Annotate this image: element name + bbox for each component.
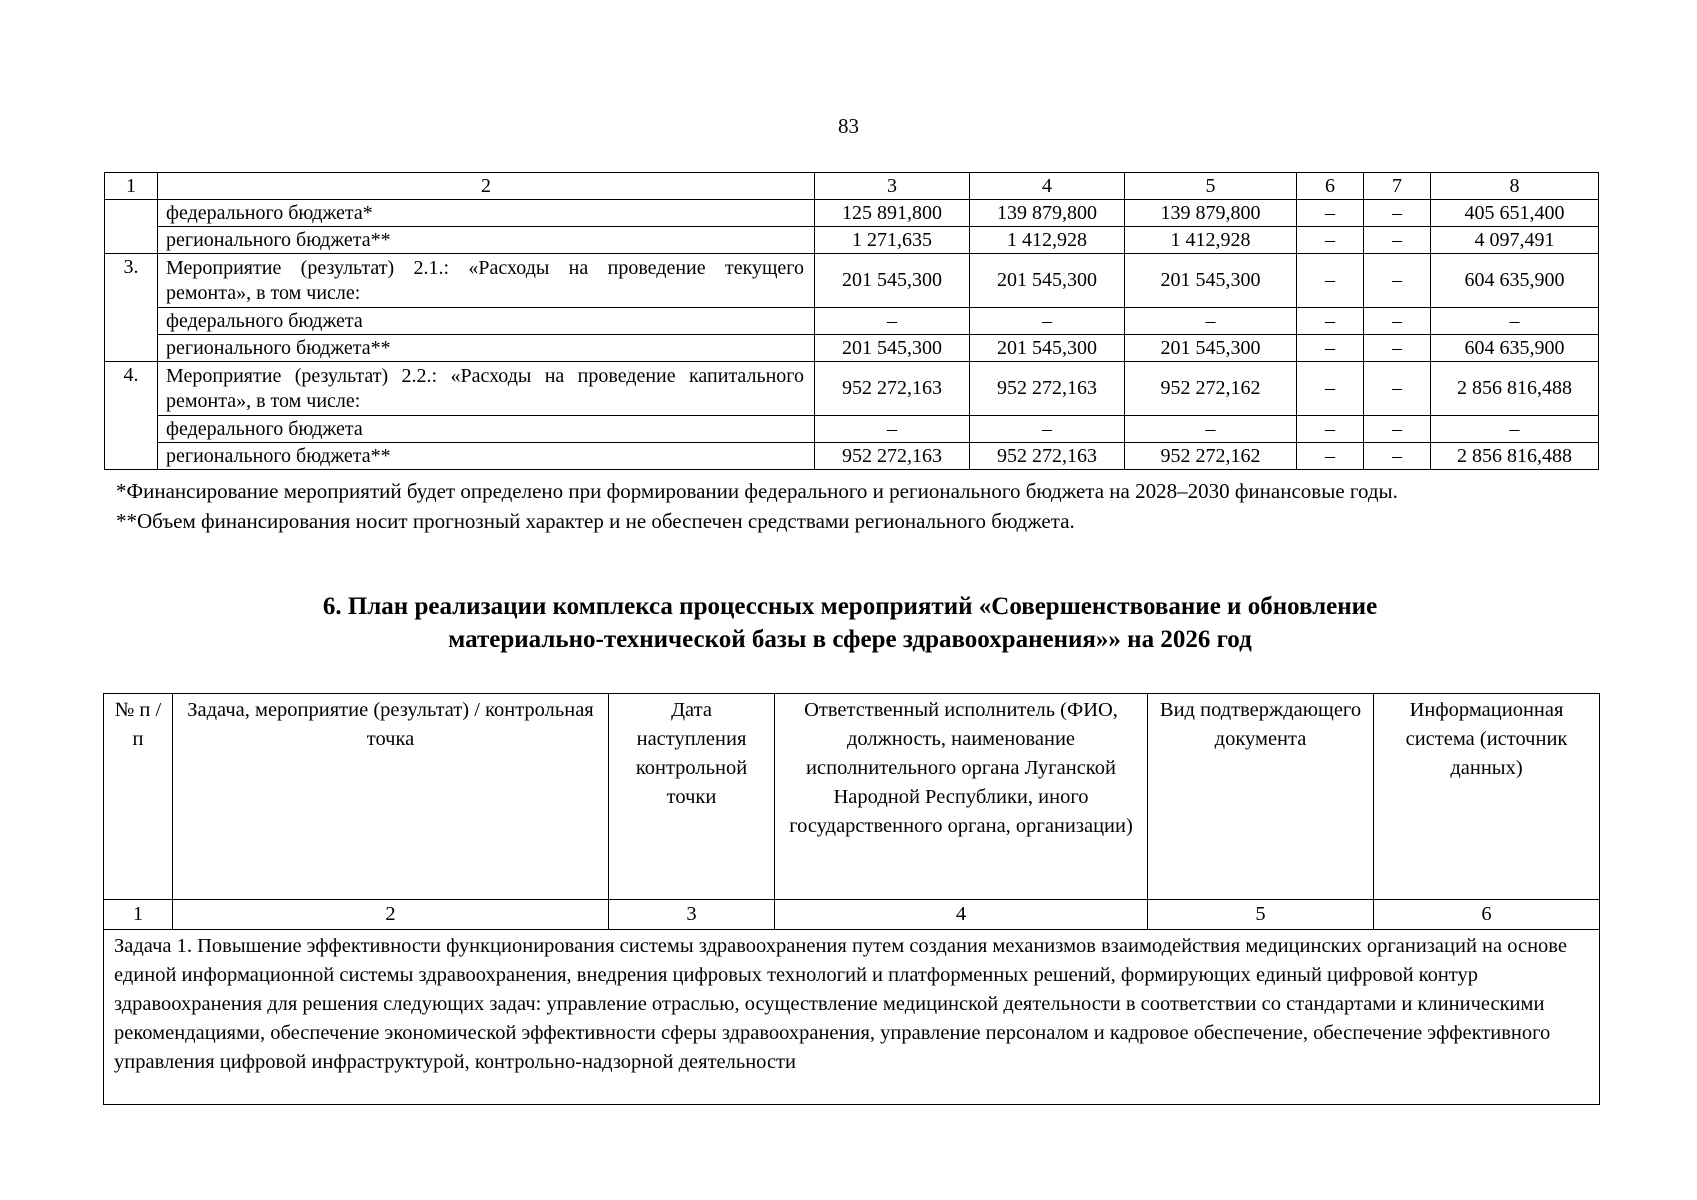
value-cell: 125 891,800 (815, 200, 970, 227)
value-cell: 952 272,163 (815, 443, 970, 470)
value-cell: – (815, 308, 970, 335)
table-header-row (105, 173, 1599, 200)
section-title-line-1: 6. План реализации комплекса процессных мероприятий «Совершенствование и обновление (322, 593, 1378, 620)
value-cell: – (1364, 416, 1431, 443)
value-cell: 952 272,163 (815, 362, 970, 416)
section-title (200, 590, 1500, 656)
value-cell: – (1297, 416, 1364, 443)
value-cell: 2 856 816,488 (1431, 362, 1599, 416)
financing-table (104, 172, 1599, 470)
value-cell: 2 856 816,488 (1431, 443, 1599, 470)
value-cell: – (1364, 362, 1431, 416)
column-number: 2 (173, 900, 609, 930)
task-description: Задача 1. Повышение эффективности функционирования системы здравоохранения путем создания механизмов взаимодействия медицинских организаций на основе единой информационной системы здравоохранения, внедрения цифровых технологий и платформенных решений, формирующих единый цифровой контур здравоохранения для решения следующих задач: управление отраслью, осуществление медицинской деятельности в соответствии со стандартами и клиническими рекомендациями, обеспечение экономической эффективности сферы здравоохранения, управление персоналом и кадровое обеспечение, обеспечение эффективного управления цифровой инфраструктурой, контрольно-надзорной деятельности (104, 930, 1600, 1105)
value-cell: – (1297, 227, 1364, 254)
row-number: 4. (105, 362, 158, 470)
row-label: федерального бюджета (158, 416, 815, 443)
value-cell: – (1125, 308, 1297, 335)
task-row (104, 930, 1600, 1105)
table-row (105, 227, 1599, 254)
column-number: 6 (1374, 900, 1600, 930)
value-cell: 952 272,162 (1125, 443, 1297, 470)
column-numbers-row (104, 900, 1600, 930)
value-cell: – (1297, 308, 1364, 335)
header-cell: 3 (815, 173, 970, 200)
row-label: федерального бюджета (158, 308, 815, 335)
column-number: 4 (775, 900, 1148, 930)
value-cell: 604 635,900 (1431, 254, 1599, 308)
value-cell: 201 545,300 (970, 254, 1125, 308)
value-cell: 201 545,300 (1125, 335, 1297, 362)
value-cell: – (1125, 416, 1297, 443)
value-cell: 1 271,635 (815, 227, 970, 254)
value-cell: 952 272,163 (970, 443, 1125, 470)
table-row (105, 308, 1599, 335)
value-cell: 139 879,800 (1125, 200, 1297, 227)
table-row (105, 254, 1599, 308)
value-cell: 4 097,491 (1431, 227, 1599, 254)
header-info-system: Информационная система (источник данных) (1374, 694, 1600, 900)
value-cell: 405 651,400 (1431, 200, 1599, 227)
value-cell: 604 635,900 (1431, 335, 1599, 362)
row-label: регионального бюджета** (158, 227, 815, 254)
row-number: 3. (105, 254, 158, 362)
value-cell: 139 879,800 (970, 200, 1125, 227)
header-cell: 1 (105, 173, 158, 200)
table-row (105, 443, 1599, 470)
value-cell: – (1297, 335, 1364, 362)
header-document-type: Вид подтверждающего документа (1148, 694, 1374, 900)
header-cell: 4 (970, 173, 1125, 200)
value-cell: 952 272,163 (970, 362, 1125, 416)
value-cell: 952 272,162 (1125, 362, 1297, 416)
value-cell: – (1364, 443, 1431, 470)
header-cell: 8 (1431, 173, 1599, 200)
header-date: Дата наступления контрольной точки (609, 694, 775, 900)
row-label: регионального бюджета** (158, 335, 815, 362)
footnotes (116, 476, 1586, 536)
column-number: 5 (1148, 900, 1374, 930)
header-cell: 5 (1125, 173, 1297, 200)
value-cell: – (1297, 443, 1364, 470)
header-cell: 2 (158, 173, 815, 200)
value-cell: 201 545,300 (815, 335, 970, 362)
section-title-line-2: материально-технической базы в сфере здравоохранения»» на 2026 год (448, 626, 1252, 653)
value-cell: – (1364, 335, 1431, 362)
header-cell: 7 (1364, 173, 1431, 200)
value-cell: – (1431, 416, 1599, 443)
row-label: регионального бюджета** (158, 443, 815, 470)
value-cell: 201 545,300 (1125, 254, 1297, 308)
value-cell: – (1364, 200, 1431, 227)
row-label: федерального бюджета* (158, 200, 815, 227)
row-label: Мероприятие (результат) 2.2.: «Расходы на проведение капитального ремонта», в том числе: (158, 362, 815, 416)
table-header-row (104, 694, 1600, 900)
header-number: № п / п (104, 694, 173, 900)
value-cell: – (1364, 308, 1431, 335)
implementation-plan-table (103, 693, 1600, 1105)
value-cell: 1 412,928 (1125, 227, 1297, 254)
header-cell: 6 (1297, 173, 1364, 200)
value-cell: – (1297, 362, 1364, 416)
value-cell: – (970, 308, 1125, 335)
value-cell: – (815, 416, 970, 443)
footnote-federal: *Финансирование мероприятий будет определено при формировании федерального и регионального бюджета на 2028–2030 финансовые годы. (116, 479, 1398, 503)
footnote-regional: **Объем финансирования носит прогнозный характер и не обеспечен средствами регионального бюджета. (116, 509, 1075, 533)
table-row (105, 416, 1599, 443)
value-cell: 1 412,928 (970, 227, 1125, 254)
row-number (105, 200, 158, 254)
header-task: Задача, мероприятие (результат) / контрольная точка (173, 694, 609, 900)
header-responsible: Ответственный исполнитель (ФИО, должность, наименование исполнительного органа Луганской Народной Республики, иного государственного органа, организации) (775, 694, 1148, 900)
value-cell: – (970, 416, 1125, 443)
column-number: 3 (609, 900, 775, 930)
value-cell: – (1364, 254, 1431, 308)
table-row (105, 335, 1599, 362)
value-cell: – (1297, 254, 1364, 308)
value-cell: – (1297, 200, 1364, 227)
table-row (105, 200, 1599, 227)
row-label: Мероприятие (результат) 2.1.: «Расходы на проведение текущего ремонта», в том числе: (158, 254, 815, 308)
value-cell: – (1431, 308, 1599, 335)
table-row (105, 362, 1599, 416)
value-cell: – (1364, 227, 1431, 254)
value-cell: 201 545,300 (970, 335, 1125, 362)
value-cell: 201 545,300 (815, 254, 970, 308)
page-number: 83 (838, 114, 859, 138)
column-number: 1 (104, 900, 173, 930)
